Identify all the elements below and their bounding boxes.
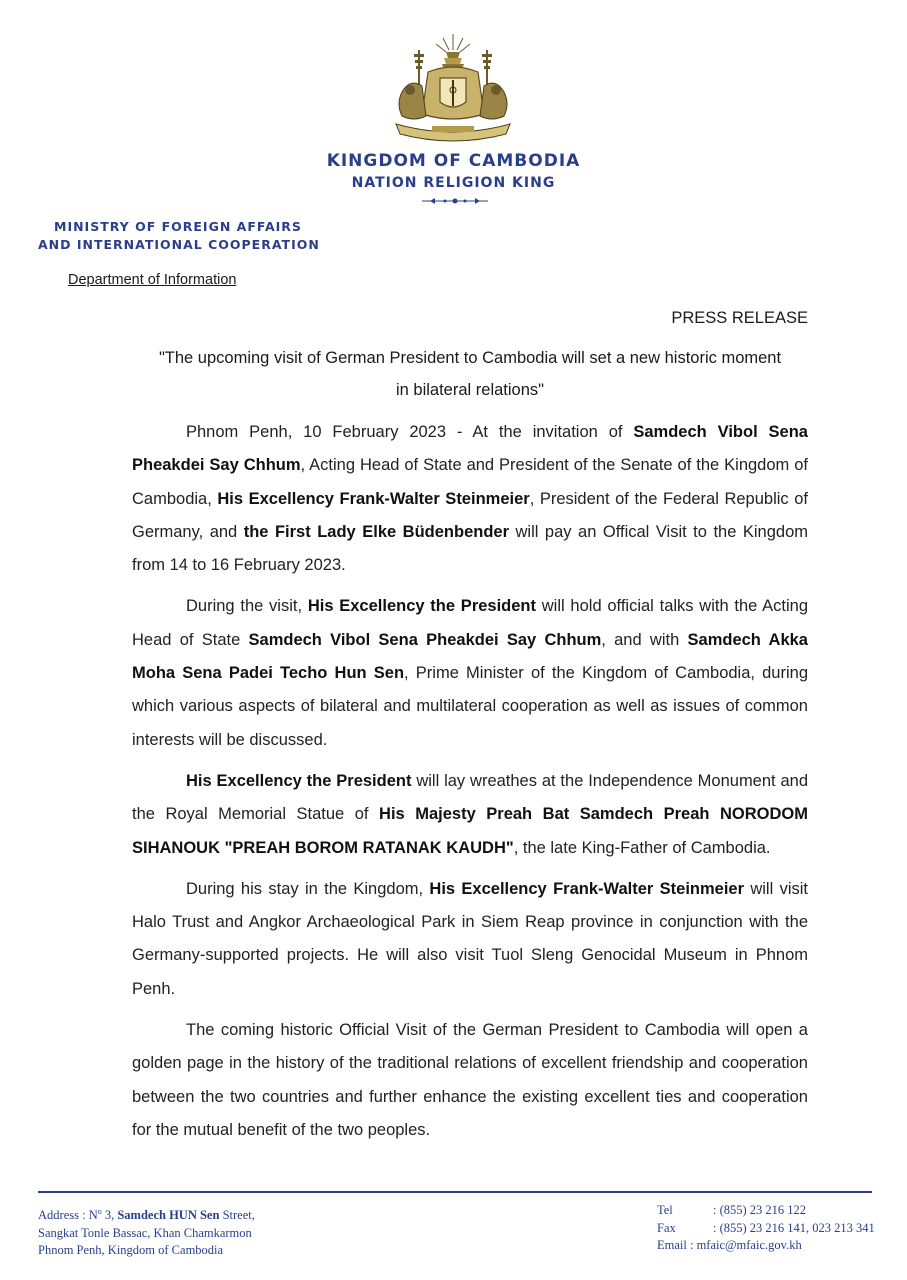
email-link[interactable]: : mfaic@mfaic.gov.kh	[689, 1238, 802, 1252]
body-paragraph	[132, 1014, 808, 1147]
fax-row: Fax : (855) 23 216 141, 023 213 341	[657, 1220, 875, 1235]
address-line2: Sangkat Tonle Bassac, Khan Chamkarmon	[38, 1225, 252, 1240]
kingdom-title: KINGDOM OF CAMBODIA	[326, 151, 581, 171]
text-run: will visit Halo Trust and Angkor Archaeological Park in Siem Reap province in conjunction with the Germany-supported projects. He will also visit Tuol Sleng Genocidal Museum in Phnom Penh.	[132, 879, 809, 998]
text-run: , the late King-Father of Cambodia.	[513, 838, 771, 857]
text-run: , and with	[601, 630, 688, 649]
headline-line2: in bilateral relations"	[395, 381, 545, 399]
ministry-name-line1: MINISTRY OF FOREIGN AFFAIRS	[54, 219, 302, 234]
bold-text-run: the First Lady Elke Büdenbender	[243, 522, 510, 541]
address-line1: Address : $N^o$ 3, Samdech HUN Sen Street,	[38, 1207, 255, 1223]
bold-text-run: His Excellency Frank-Walter Steinmeier	[429, 879, 745, 898]
text-run: , Acting Head of State and President of the Senate of the Kingdom of Cambodia,	[132, 456, 808, 508]
address-line3: Phnom Penh, Kingdom of Cambodia	[38, 1243, 224, 1258]
headline-line1: "The upcoming visit of German President to Cambodia will set a new historic moment	[158, 349, 782, 367]
footer-divider	[38, 1191, 872, 1193]
bold-text-run: Samdech Vibol Sena Pheakdei Say Chhum	[248, 630, 602, 649]
bold-text-run: His Excellency the President	[186, 771, 412, 790]
tel-row: Tel : (855) 23 216 122	[657, 1203, 807, 1217]
press-release-body	[132, 416, 808, 1155]
body-paragraph	[132, 873, 808, 1006]
ministry-name-line2: AND INTERNATIONAL COOPERATION	[38, 237, 320, 252]
department-name: Department of Information	[68, 272, 237, 288]
text-run: will hold official talks with the Acting Head of State	[132, 597, 809, 649]
bold-text-run: Samdech Vibol Sena Pheakdei Say Chhum	[132, 423, 808, 475]
text-run: Phnom Penh, 10 February 2023 - At the invitation of	[186, 423, 634, 441]
ornamental-divider	[420, 196, 490, 206]
body-paragraph	[132, 765, 808, 865]
body-paragraph	[132, 590, 808, 756]
press-release-label: PRESS RELEASE	[671, 309, 808, 327]
bold-text-run: His Majesty Preah Bat Samdech Preah NORODOM SIHANOUK "PREAH BOROM RATANAK KAUDH"	[132, 805, 809, 857]
bold-text-run: His Excellency Frank-Walter Steinmeier	[217, 489, 530, 508]
text-run: will lay wreathes at the Independence Monument and the Royal Memorial Statue of	[132, 771, 808, 824]
bold-text-run: Samdech Akka Moha Sena Padei Techo Hun Sen	[132, 630, 808, 683]
royal-coat-of-arms-emblem	[388, 32, 518, 148]
footer-address	[38, 1203, 255, 1260]
footer-contacts	[657, 1202, 875, 1255]
bold-text-run: His Excellency the President	[307, 597, 537, 616]
text-run: During the visit,	[186, 597, 308, 616]
text-run: will pay an Offical Visit to the Kingdom from 14 to 16 February 2023.	[132, 522, 808, 575]
press-release-headline	[120, 342, 820, 406]
text-run: , Prime Minister of the Kingdom of Cambodia, during which various aspects of bilateral and multilateral cooperation as well as issues of common interests will be discussed.	[132, 664, 808, 749]
text-run: The coming historic Official Visit of the German President to Cambodia will open a golden page in the history of the traditional relations of excellent friendship and cooperation between the two countries and further enhance the existing excellent ties and cooperation for the mutual benefit of the two peoples.	[132, 1021, 808, 1139]
email-row: Email : mfaic@mfaic.gov.kh	[657, 1238, 802, 1252]
body-paragraph	[132, 416, 808, 582]
national-motto: NATION RELIGION KING	[351, 175, 556, 191]
text-run: During his stay in the Kingdom,	[186, 879, 430, 898]
text-run: , President of the Federal Republic of Germany, and	[132, 489, 808, 541]
